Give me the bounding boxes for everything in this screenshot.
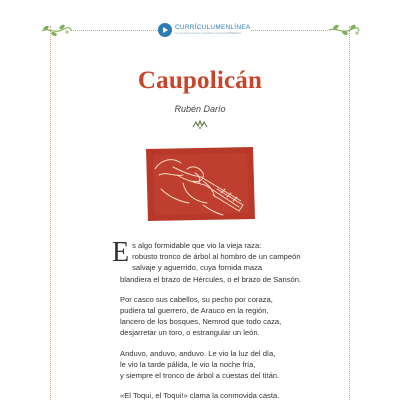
vine-ornament-right-icon — [328, 22, 360, 38]
poem-line: lancero de los bosques, Nemrod que todo caza, — [120, 317, 282, 327]
logo-subtitle: Un recurso para el currículum nacional MINEDUC — [175, 31, 242, 36]
poem-line: Anduvo, anduvo, anduvo. Le vio la luz del día, — [120, 348, 276, 358]
logo-name: CURRÍCULUMENLÍNEA — [175, 23, 251, 31]
drop-cap: E — [112, 237, 130, 268]
poem-line: y siempre el tronco de árbol a cuestas del titán. — [120, 371, 280, 381]
poem-line: blandiera el brazo de Hércules, o el brazo de Sansón. — [120, 274, 302, 284]
author-name: Rubén Darío — [174, 104, 226, 114]
poem-line: salvaje y aguerrido, cuya fornida maza — [132, 263, 263, 273]
poem-line: le vio la tarde pálida, le vio la noche fría, — [120, 359, 256, 369]
vine-ornament-left-icon — [40, 22, 72, 38]
warrior-illustration — [143, 145, 257, 223]
page-title: Caupolicán — [137, 67, 263, 94]
poem-line: pudiera tal guerrero, de Arauco en la región, — [120, 306, 269, 316]
poem-stanza-1 — [112, 237, 335, 285]
poem-line: robusto tronco de árbol al hombro de un campeón — [132, 252, 301, 262]
poem-line: s algo formidable que vio la vieja raza: — [132, 241, 262, 250]
poem-line: Por casco sus cabellos, su pecho por coraza, — [120, 294, 273, 304]
poem-stanza-2 — [120, 294, 335, 339]
poem-line: «El Toqui, el Toqui!» clama la conmovida casta. — [120, 391, 280, 401]
poem-line: desjarretar un toro, o estrangular un león. — [120, 328, 260, 338]
poem-stanza-3 — [120, 348, 335, 382]
curriculum-logo[interactable] — [158, 21, 250, 39]
play-icon — [158, 23, 172, 37]
flourish-ornament-icon — [192, 120, 208, 129]
poem-body — [112, 237, 335, 410]
